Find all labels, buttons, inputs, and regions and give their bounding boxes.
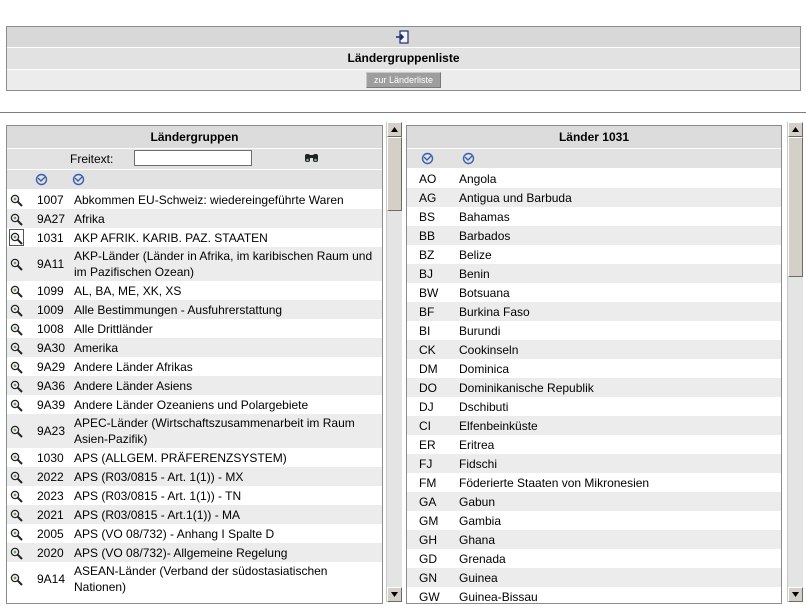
country-name: Burkina Faso (459, 302, 781, 321)
table-row[interactable] (7, 209, 382, 228)
country-code: GD (407, 549, 459, 568)
country-name: Gabun (459, 492, 781, 511)
sort-row (7, 170, 382, 190)
magnifier-icon[interactable] (10, 321, 23, 335)
magnifier-icon[interactable] (10, 488, 23, 502)
country-code: DJ (407, 397, 459, 416)
freetext-input[interactable] (134, 150, 252, 166)
row-detail-cell[interactable] (7, 209, 35, 228)
group-code: 1099 (35, 281, 73, 300)
group-code: 2022 (35, 467, 73, 486)
group-code: 2005 (35, 524, 73, 543)
table-row (407, 454, 781, 473)
country-code: GN (407, 568, 459, 587)
country-name: Guinea (459, 568, 781, 587)
table-row (407, 416, 781, 435)
group-name: AKP-Länder (Länder in Afrika, im karibischen Raum und im Pazifischen Ozean) (73, 247, 382, 281)
table-row[interactable] (7, 357, 382, 376)
row-detail-cell[interactable] (7, 281, 35, 300)
group-name: Amerika (73, 338, 382, 357)
group-name: APS (VO 08/732) - Anhang I Spalte D (73, 524, 382, 543)
group-name: AL, BA, ME, XK, XS (73, 281, 382, 300)
row-detail-cell[interactable] (7, 448, 35, 467)
country-code: DM (407, 359, 459, 378)
header-button-row (7, 70, 800, 90)
group-code: 1030 (35, 448, 73, 467)
group-name: APEC-Länder (Wirtschaftszusammenarbeit im Raum Asien-Pazifik) (73, 414, 382, 448)
row-detail-cell[interactable] (7, 414, 35, 448)
group-name: Alle Bestimmungen - Ausfuhrerstattung (73, 300, 382, 319)
group-name: APS (R03/0815 - Art. 1(1)) - TN (73, 486, 382, 505)
row-detail-cell[interactable] (7, 228, 35, 247)
table-row (407, 397, 781, 416)
row-detail-cell[interactable] (7, 357, 35, 376)
table-row (407, 492, 781, 511)
table-row[interactable] (7, 505, 382, 524)
row-detail-cell[interactable] (7, 376, 35, 395)
group-name: AKP AFRIK. KARIB. PAZ. STAATEN (73, 228, 382, 247)
group-code: 9A27 (35, 209, 73, 228)
table-row[interactable] (7, 319, 382, 338)
table-row[interactable] (7, 247, 382, 281)
scroll-down-button[interactable] (387, 587, 402, 602)
country-code: BJ (407, 264, 459, 283)
scroll-down-button[interactable] (788, 587, 803, 602)
magnifier-icon[interactable] (10, 283, 23, 297)
table-row[interactable] (7, 562, 382, 596)
country-name: Gambia (459, 511, 781, 530)
scroll-up-button[interactable] (788, 122, 803, 137)
table-row (407, 473, 781, 492)
table-row (407, 549, 781, 568)
table-row (407, 207, 781, 226)
row-detail-cell[interactable] (7, 467, 35, 486)
country-code: CI (407, 416, 459, 435)
group-name: Andere Länder Asiens (73, 376, 382, 395)
group-name: APS (R03/0815 - Art. 1(1)) - MX (73, 467, 382, 486)
country-name: Dominikanische Republik (459, 378, 781, 397)
table-row (407, 321, 781, 340)
country-name: Ghana (459, 530, 781, 549)
table-row (407, 511, 781, 530)
sort-icon[interactable] (35, 173, 48, 186)
country-code: DO (407, 378, 459, 397)
group-name: Andere Länder Afrikas (73, 357, 382, 376)
country-name: Barbados (459, 226, 781, 245)
magnifier-icon[interactable] (10, 507, 23, 521)
magnifier-icon[interactable] (10, 230, 23, 244)
table-row[interactable] (7, 467, 382, 486)
table-row (407, 245, 781, 264)
country-groups-table (7, 190, 382, 596)
country-code: BF (407, 302, 459, 321)
country-code: CK (407, 340, 459, 359)
row-detail-cell[interactable] (7, 319, 35, 338)
table-row[interactable] (7, 376, 382, 395)
countries-panel (406, 125, 782, 604)
country-code: BI (407, 321, 459, 340)
table-row (407, 302, 781, 321)
country-code: FM (407, 473, 459, 492)
country-groups-panel (6, 125, 383, 604)
country-name: Benin (459, 264, 781, 283)
table-row (407, 169, 781, 188)
group-name: ASEAN-Länder (Verband der südostasiatischen Nationen) (73, 562, 382, 596)
group-code: 1007 (35, 190, 73, 209)
table-row[interactable] (7, 228, 382, 247)
scroll-up-button[interactable] (387, 122, 402, 137)
country-code: BZ (407, 245, 459, 264)
table-row (407, 378, 781, 397)
country-name: Bahamas (459, 207, 781, 226)
table-row (407, 264, 781, 283)
group-code: 2020 (35, 543, 73, 562)
scroll-thumb[interactable] (788, 137, 803, 277)
magnifier-icon[interactable] (10, 424, 23, 438)
row-detail-cell[interactable] (7, 300, 35, 319)
country-name: Burundi (459, 321, 781, 340)
table-row (407, 568, 781, 587)
country-code: BS (407, 207, 459, 226)
group-code: 1009 (35, 300, 73, 319)
group-name: APS (VO 08/732)- Allgemeine Regelung (73, 543, 382, 562)
group-code: 9A14 (35, 562, 73, 596)
table-row[interactable] (7, 448, 382, 467)
group-code: 2021 (35, 505, 73, 524)
table-row[interactable] (7, 300, 382, 319)
group-name: Abkommen EU-Schweiz: wiedereingeführte Waren (73, 190, 382, 209)
group-code: 1008 (35, 319, 73, 338)
magnifier-icon[interactable] (10, 450, 23, 464)
group-code: 9A36 (35, 376, 73, 395)
separator-line (0, 112, 806, 113)
country-name: Dominica (459, 359, 781, 378)
group-name: Andere Länder Ozeaniens und Polargebiete (73, 395, 382, 414)
group-code: 9A30 (35, 338, 73, 357)
country-name: Antigua und Barbuda (459, 188, 781, 207)
country-code: GH (407, 530, 459, 549)
header-panel (6, 26, 801, 91)
table-row (407, 359, 781, 378)
country-code: BW (407, 283, 459, 302)
table-row (407, 435, 781, 454)
magnifier-icon[interactable] (10, 469, 23, 483)
country-list-button[interactable]: zur Länderliste (366, 72, 441, 88)
table-row (407, 530, 781, 549)
logout-icon[interactable] (395, 30, 409, 44)
table-row (407, 340, 781, 359)
table-row (407, 283, 781, 302)
magnifier-icon[interactable] (10, 211, 23, 225)
country-name: Grenada (459, 549, 781, 568)
country-code: ER (407, 435, 459, 454)
sort-icon[interactable] (72, 173, 85, 186)
country-code: AO (407, 169, 459, 188)
group-code: 9A11 (35, 247, 73, 281)
country-name: Elfenbeinküste (459, 416, 781, 435)
country-name: Dschibuti (459, 397, 781, 416)
magnifier-icon[interactable] (10, 192, 23, 206)
row-detail-cell[interactable] (7, 562, 35, 596)
country-code: FJ (407, 454, 459, 473)
group-code: 1031 (35, 228, 73, 247)
magnifier-icon[interactable] (10, 378, 23, 392)
magnifier-icon[interactable] (10, 257, 23, 271)
country-name: Cookinseln (459, 340, 781, 359)
country-name: Fidschi (459, 454, 781, 473)
countries-scrollbar[interactable] (787, 122, 803, 602)
group-code: 9A39 (35, 395, 73, 414)
magnifier-icon[interactable] (10, 340, 23, 354)
magnifier-icon[interactable] (10, 397, 23, 411)
page-title: Ländergruppenliste (7, 48, 800, 70)
country-code: GA (407, 492, 459, 511)
table-row[interactable] (7, 395, 382, 414)
table-row (407, 587, 781, 604)
row-detail-cell[interactable] (7, 395, 35, 414)
country-name: Belize (459, 245, 781, 264)
row-detail-cell[interactable] (7, 247, 35, 281)
magnifier-icon[interactable] (10, 302, 23, 316)
groups-scrollbar[interactable] (386, 122, 402, 602)
magnifier-icon[interactable] (10, 359, 23, 373)
group-name: APS (R03/0815 - Art.1(1)) - MA (73, 505, 382, 524)
sort-icon[interactable] (462, 152, 475, 165)
group-name: Alle Drittländer (73, 319, 382, 338)
scroll-thumb[interactable] (387, 137, 402, 211)
table-row[interactable] (7, 281, 382, 300)
table-row[interactable] (7, 338, 382, 357)
row-detail-cell[interactable] (7, 486, 35, 505)
country-code: AG (407, 188, 459, 207)
table-row[interactable] (7, 543, 382, 562)
header-icon-row (7, 27, 800, 48)
country-groups-title: Ländergruppen (7, 126, 382, 149)
group-name: APS (ALLGEM. PRÄFERENZSYSTEM) (73, 448, 382, 467)
table-row[interactable] (7, 486, 382, 505)
group-code: 2023 (35, 486, 73, 505)
table-row[interactable] (7, 414, 382, 448)
country-name: Guinea-Bissau (459, 587, 781, 604)
table-row[interactable] (7, 524, 382, 543)
table-row (407, 188, 781, 207)
binoculars-icon[interactable] (304, 152, 319, 164)
table-row (407, 226, 781, 245)
table-row[interactable] (7, 190, 382, 209)
magnifier-icon[interactable] (10, 545, 23, 559)
group-code: 9A23 (35, 414, 73, 448)
country-name: Angola (459, 169, 781, 188)
sort-row (407, 149, 781, 169)
row-detail-cell[interactable] (7, 505, 35, 524)
filter-label: Freitext: (70, 152, 114, 166)
filter-row (7, 149, 382, 170)
country-name: Eritrea (459, 435, 781, 454)
row-detail-cell[interactable] (7, 524, 35, 543)
group-code: 9A29 (35, 357, 73, 376)
magnifier-icon[interactable] (10, 572, 23, 586)
countries-table (407, 169, 781, 604)
country-name: Botsuana (459, 283, 781, 302)
group-name: Afrika (73, 209, 382, 228)
country-code: GM (407, 511, 459, 530)
row-detail-cell[interactable] (7, 543, 35, 562)
sort-icon[interactable] (421, 152, 434, 165)
row-detail-cell[interactable] (7, 338, 35, 357)
magnifier-icon[interactable] (10, 526, 23, 540)
row-detail-cell[interactable] (7, 190, 35, 209)
countries-title: Länder 1031 (407, 126, 781, 149)
country-code: BB (407, 226, 459, 245)
country-name: Föderierte Staaten von Mikronesien (459, 473, 781, 492)
country-code: GW (407, 587, 459, 604)
